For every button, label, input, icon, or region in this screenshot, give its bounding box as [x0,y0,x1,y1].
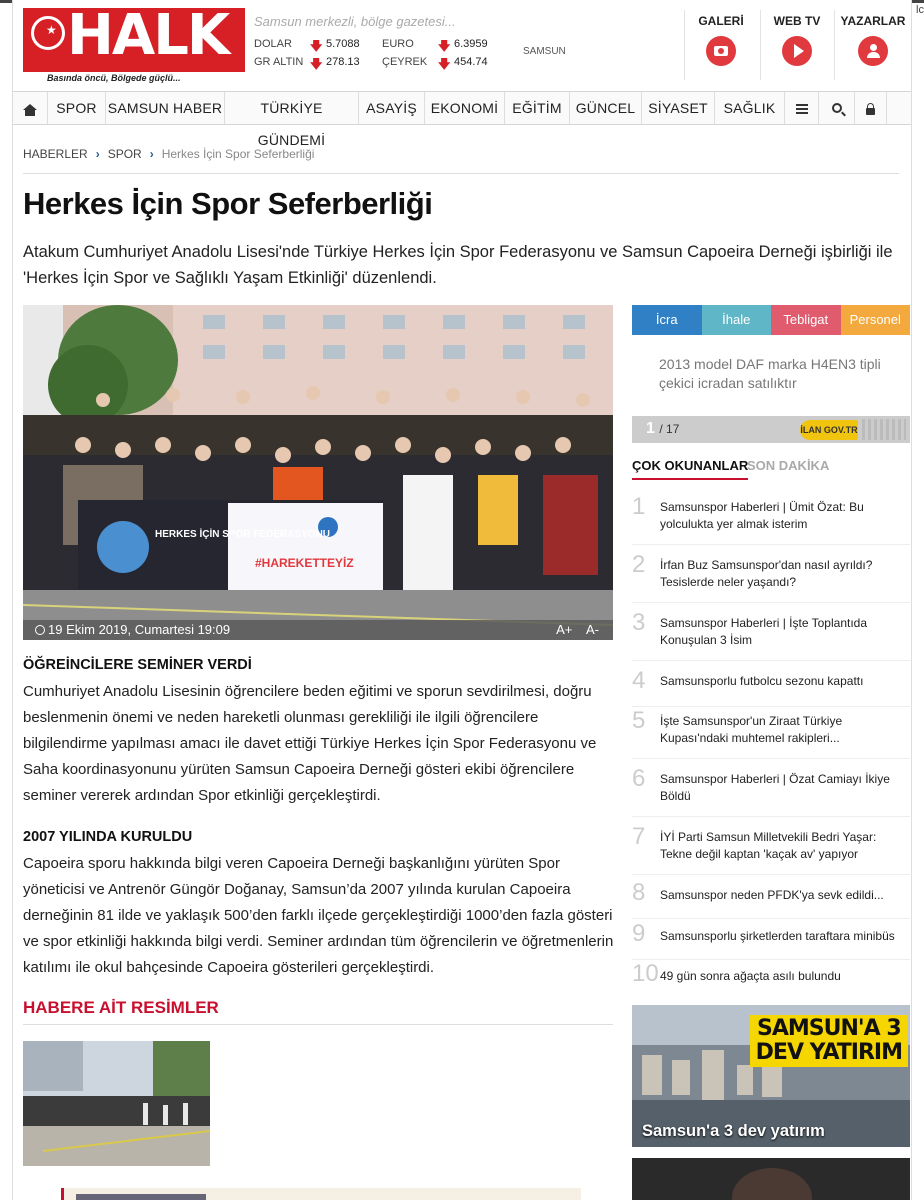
rank-number: 1 [632,493,646,520]
breadcrumb-haberler[interactable]: HABERLER [23,147,88,161]
promo-badge-line2: DEV YATIRIM [755,1040,902,1065]
most-read-item[interactable] [632,879,910,919]
webtv-label: WEB TV [773,14,821,28]
font-increase-button[interactable]: A+ [556,622,573,637]
clock-icon [35,625,45,635]
article-lead: Atakum Cumhuriyet Anadolu Lisesi'nde Türkiye Herkes İçin Spor Federasyonu ve Samsun Capoeira Derneği işbirliği ile 'Herkes İçin Spor ve Sağlıklı Yaşam Etkinliği' düzenlendi. [23,243,893,287]
article-date [35,622,230,637]
divider [834,10,835,80]
home-icon [23,104,37,110]
pager-total: / 17 [659,422,680,436]
font-size-controls [546,622,599,637]
subheading-1: ÖĞREİNCİLERE SEMİNER VERDİ [23,657,252,673]
authors-button[interactable] [839,14,907,66]
photo-illustration [23,305,613,640]
breadcrumb [23,147,314,161]
most-read-title: İşte Samsunspor'un Ziraat Türkiye Kupası'ndaki muhtemel rakipleri... [660,714,843,745]
most-read-item[interactable] [632,765,910,817]
nav-guncel[interactable]: GÜNCEL [570,92,642,124]
tab-latest[interactable]: SON DAKİKA [747,458,830,473]
menu-button[interactable] [785,92,819,124]
ad-text[interactable]: 2013 model DAF marka H4EN3 tipli çekici icradan satılıktır [659,356,881,391]
crescent-star-icon [31,16,65,50]
tab-ihale[interactable]: İhale [702,305,772,335]
promo-badge-line1: SAMSUN'A 3 [757,1016,901,1041]
gallery-label: GALERİ [698,14,744,28]
ad-pager [632,416,910,443]
down-arrow-icon: 🡇 [438,39,451,53]
rank-number: 7 [632,823,646,850]
menu-icon [796,104,808,114]
search-icon [832,103,842,113]
rate-gold [254,56,384,72]
ad-tabs [632,305,910,335]
webtv-button[interactable] [763,14,831,66]
pager-decoration [862,419,906,440]
paragraph-2: Capoeira sporu hakkında bilgi veren Capoeira Derneği başkanlığını yürüten Spor yöneticisi ve Antrenör Güngör Doğanay, Samsun’da 2007 yılında kurulan Capoeira derneğinin 81 ilde ve yaklaşık 500’den farklı ilçede gerçekleştirdiği 1000’den fazla gösteri ve spor etkinliği hakkında bilgi verdi. Seminer ardından tüm öğrencilerin ve öğretmenlerin katılımı ile okul bahçesinde Capoeira gösterileri gerçekleştirdi. [23,855,614,976]
ilan-logo[interactable]: İLAN GOV.TR [800,420,858,440]
rank-number: 6 [632,765,646,792]
most-read-title: Samsunsporlu futbolcu sezonu kapattı [660,674,864,688]
search-button[interactable] [819,92,855,124]
most-read-title: Samsunspor Haberleri | İşte Toplantıda Konuşulan 3 İsim [660,616,868,647]
divider [23,1024,613,1025]
rate-euro [382,38,512,54]
rate-name: ÇEYREK [382,56,428,68]
divider [23,173,899,174]
promo-caption: Samsun'a 3 dev yatırım [642,1122,825,1140]
subheading-2: 2007 YILINDA KURULDU [23,829,193,845]
nav-saglik[interactable]: SAĞLIK [715,92,785,124]
paragraph-1: Cumhuriyet Anadolu Lisesinin öğrencilere beden eğitimi ve sporun sevdirilmesi, doğru beslenmenin önemi ve neden hareketli olunması gerekliliği ile ilgili öğrencilere bilgilendirme yapılması amacı ile davet ettiği Türkiye Herkes İçin Spor Federasyonu ve Saha koordinasyonunu yürüten Samsun Capoeira Derneği gösteri ekibi öğrencilere seminer vererek ardından Spor etkinliği gerçekleştirdi. [23,683,597,804]
pager-current: 1 [646,420,655,437]
rate-value: 454.74 [454,56,488,68]
user-icon [858,36,888,66]
page [12,0,912,1200]
most-read-title: İrfan Buz Samsunspor'dan nasıl ayrıldı? Tesislerde neler yaşandı? [660,558,873,589]
gallery-section-title: HABERE AİT RESİMLER [23,998,219,1017]
nav-turkiye-gundemi[interactable]: TÜRKİYE GÜNDEMİ [225,92,359,124]
rate-dolar [254,38,384,54]
logo-text: HALK [67,3,229,68]
nav-siyaset[interactable]: SİYASET [642,92,715,124]
banner-text-2: #HAREKETTEYİZ [255,556,354,570]
nav-ekonomi[interactable]: EKONOMİ [425,92,505,124]
most-read-title: 49 gün sonra ağaçta asılı bulundu [660,969,841,983]
most-read-item[interactable] [632,920,910,960]
date-text: 19 Ekim 2019, Cumartesi 19:09 [48,622,231,637]
tab-most-read[interactable]: ÇOK OKUNANLAR [632,458,748,480]
divider [684,10,685,80]
promo-image-2 [632,1158,910,1200]
nav-asayis[interactable]: ASAYİŞ [359,92,425,124]
most-read-title: Samsunsporlu şirketlerden taraftara minibüs [660,929,895,943]
breadcrumb-spor[interactable]: SPOR [107,147,142,161]
banner-text: HERKES İÇİN SPOR FEDERASYONU [155,529,331,540]
rate-value: 5.7088 [326,38,360,50]
nav-spor[interactable]: SPOR [48,92,106,124]
promo-card-2[interactable] [632,1158,910,1200]
news-tabs [632,458,910,482]
rank-number: 5 [632,707,646,734]
rate-name: EURO [382,38,414,50]
rate-value: 6.3959 [454,38,488,50]
article-title: Herkes İçin Spor Seferberliği [23,186,433,221]
rate-value: 278.13 [326,56,360,68]
site-motto: Samsun merkezli, bölge gazetesi... [254,14,456,29]
promo-badge [750,1015,908,1067]
tab-icra[interactable]: İcra [632,305,702,335]
promo-card[interactable] [632,1005,910,1147]
home-button[interactable] [13,92,48,124]
most-read-item[interactable] [632,551,910,603]
most-read-item[interactable] [632,609,910,661]
down-arrow-icon: 🡇 [310,57,323,71]
nav-samsun-haber[interactable]: SAMSUN HABER [106,92,225,124]
rank-number: 10 [632,960,659,987]
rank-number: 2 [632,551,646,578]
nav-egitim[interactable]: EĞİTİM [505,92,570,124]
rate-name: GR ALTIN [254,56,304,68]
most-read-item[interactable] [632,667,910,707]
login-button[interactable] [855,92,887,124]
most-read-item[interactable] [632,707,910,759]
most-read-item[interactable] [632,823,910,875]
rank-number: 9 [632,920,646,947]
lock-icon [866,108,875,115]
divider [760,10,761,80]
font-decrease-button[interactable]: A- [586,622,599,637]
logo-tagline: Basında öncü, Bölgede güçlü... [47,73,181,83]
rank-number: 8 [632,879,646,906]
gallery-thumbnail[interactable] [23,1041,210,1166]
chevron-right-icon: › [149,147,154,161]
city-label: SAMSUN [523,46,566,57]
most-read-title: Samsunspor neden PFDK'ya sevk edildi... [660,888,884,902]
related-article-card[interactable] [61,1188,581,1200]
most-read-title: Samsunspor Haberleri | Ümit Özat: Bu yolculukta yer almak isterim [660,500,864,531]
down-arrow-icon: 🡇 [438,57,451,71]
edge-text: lc [916,4,924,16]
most-read-item[interactable] [632,493,910,545]
chevron-right-icon: › [95,147,100,161]
most-read-title: Samsunspor Haberleri | Özat Camiayı İkiye Böldü [660,772,890,803]
site-logo[interactable] [23,3,245,72]
photo-info-bar [23,620,613,640]
down-arrow-icon: 🡇 [310,39,323,53]
authors-label: YAZARLAR [840,14,906,28]
main-nav [13,91,911,148]
rank-number: 3 [632,609,646,636]
gallery-button[interactable] [687,14,755,66]
tab-tebligat[interactable]: Tebligat [771,305,841,335]
rate-quarter-gold [382,56,512,72]
pager-count [646,420,679,438]
related-image [76,1194,206,1200]
tab-personel[interactable]: Personel [841,305,911,335]
thumbnail-illustration [23,1041,210,1166]
breadcrumb-current: Herkes İçin Spor Seferberliği [161,147,315,161]
camera-icon [706,36,736,66]
article-photo[interactable] [23,305,613,640]
rank-number: 4 [632,667,646,694]
most-read-item[interactable] [632,960,910,996]
play-icon [782,36,812,66]
most-read-title: İYİ Parti Samsun Milletvekili Bedri Yaşar: Tekne değil kaptan 'kaçak av' yapıyor [660,830,877,861]
rate-name: DOLAR [254,38,292,50]
